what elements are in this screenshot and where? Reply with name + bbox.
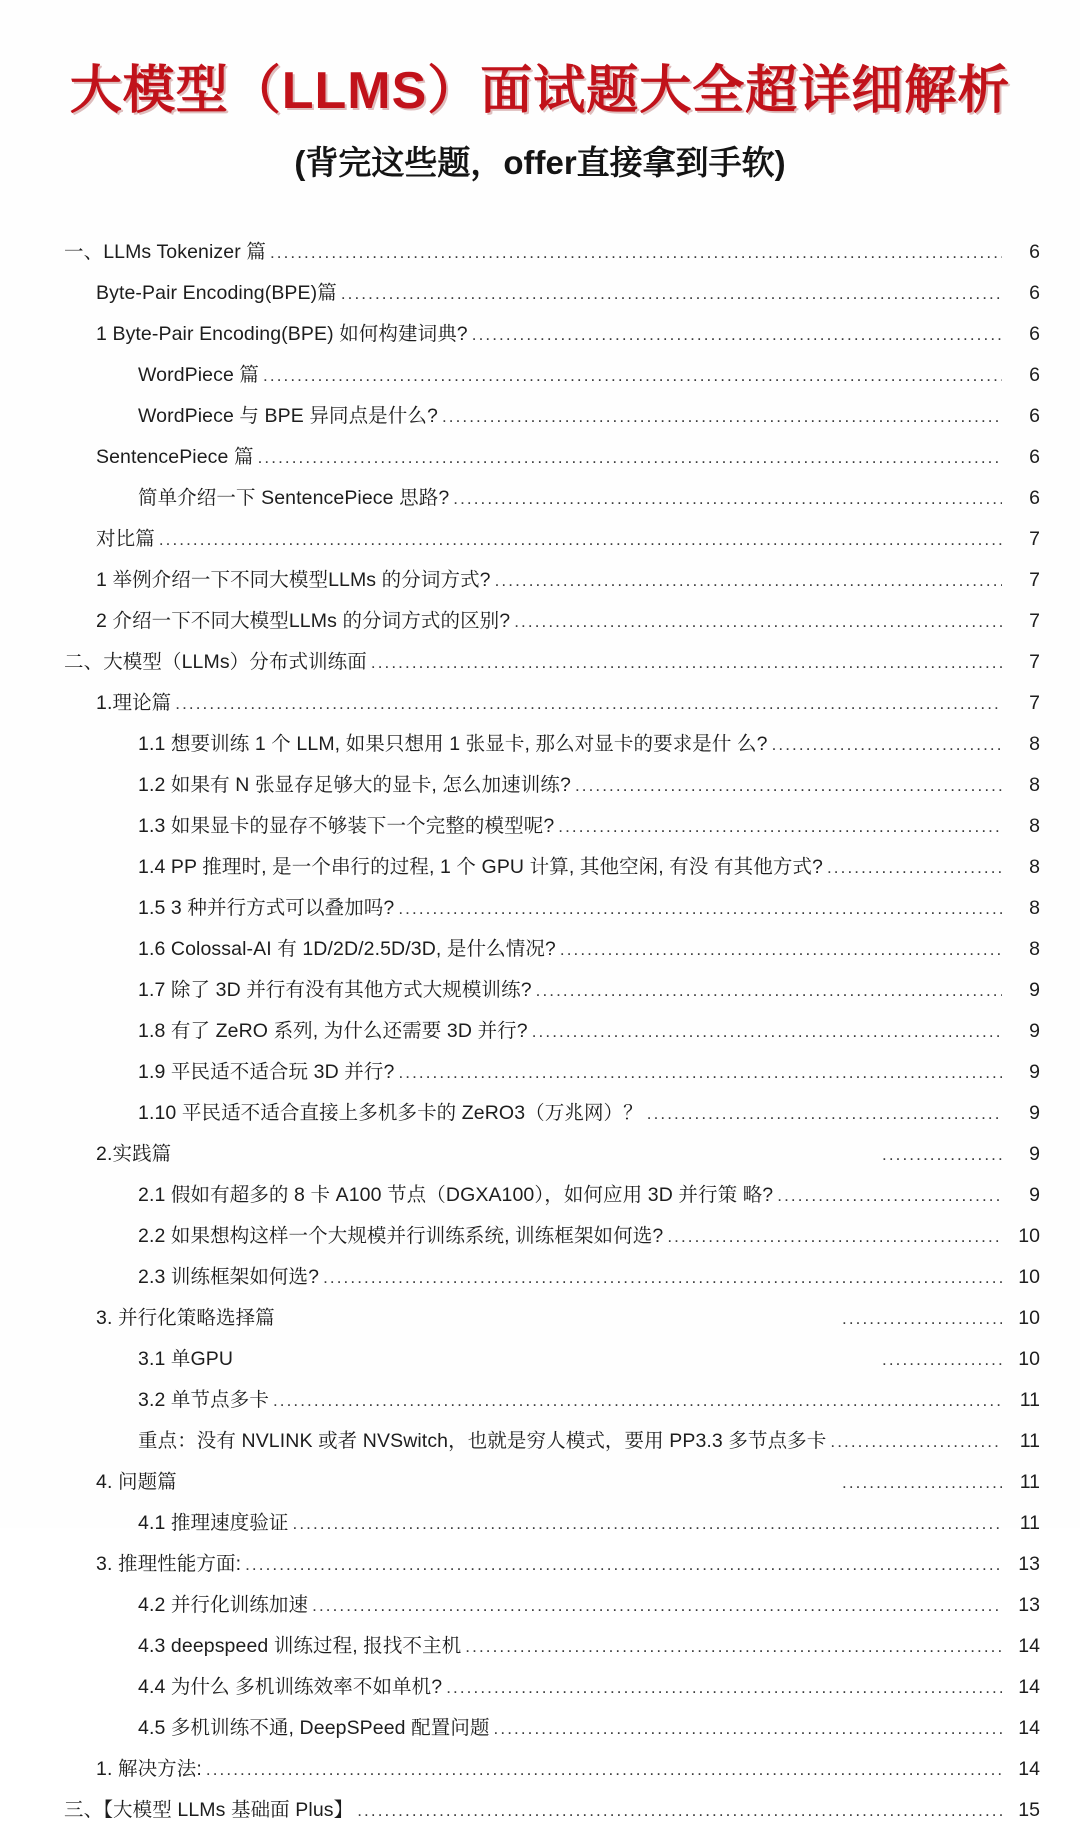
toc-dot-leader [446, 1679, 1002, 1696]
toc-entry-label: 1.2 如果有 N 张显存足够大的显卡, 怎么加速训练? [138, 774, 571, 796]
toc-dot-leader [777, 1187, 1002, 1204]
toc-page-number: 6 [1029, 282, 1040, 304]
toc-entry-label: SentencePiece 篇 [96, 446, 254, 468]
toc-entry-label: Byte-Pair Encoding(BPE)篇 [96, 282, 337, 304]
toc-entry-label: 1. 解决方法: [96, 1758, 202, 1780]
toc-page-number: 6 [1029, 487, 1040, 509]
toc-entry-label: 4.3 deepspeed 训练过程, 报找不主机 [138, 1635, 462, 1657]
toc-page-number: 7 [1029, 610, 1040, 632]
toc-page-number: 7 [1029, 651, 1040, 673]
toc-entry[interactable] [64, 591, 1040, 632]
toc-dot-leader [270, 244, 1002, 261]
toc-entry-label: 3. 推理性能方面: [96, 1553, 242, 1575]
toc-dot-leader [175, 695, 1002, 712]
toc-entry-label: 3.2 单节点多卡 [138, 1389, 269, 1411]
table-of-contents [0, 222, 1080, 1821]
toc-entry[interactable] [64, 1780, 1040, 1821]
toc-page-number: 8 [1029, 774, 1040, 796]
toc-page-number: 11 [1019, 1430, 1040, 1452]
toc-page-number: 6 [1029, 241, 1040, 263]
toc-entry-label: 1.7 除了 3D 并行有没有其他方式大规模训练? [138, 979, 532, 1001]
toc-page-number: 8 [1029, 733, 1040, 755]
toc-entry[interactable] [64, 1083, 1040, 1124]
toc-page-number: 6 [1029, 446, 1040, 468]
toc-page-number: 11 [1019, 1512, 1040, 1534]
toc-entry-label: 2.3 训练框架如何选? [138, 1266, 320, 1288]
toc-dot-leader [258, 449, 1002, 466]
toc-entry-label: 二、大模型（LLMs）分布式训练面 [64, 651, 367, 673]
toc-entry-label: 4.5 多机训练不通, DeepSPeed 配置问题 [138, 1717, 490, 1739]
toc-entry[interactable] [64, 1657, 1040, 1698]
toc-dot-leader [536, 982, 1002, 999]
toc-dot-leader [827, 859, 1002, 876]
toc-page-number: 9 [1029, 1184, 1040, 1206]
toc-entry-label: 4.2 并行化训练加速 [138, 1594, 309, 1616]
toc-entry[interactable] [64, 1411, 1040, 1452]
toc-entry[interactable] [64, 345, 1040, 386]
toc-entry[interactable] [64, 304, 1040, 345]
toc-page-number: 9 [1029, 979, 1040, 1001]
toc-page-number: 9 [1029, 1020, 1040, 1042]
toc-page-number: 6 [1029, 364, 1040, 386]
toc-entry-label: 1.6 Colossal-AI 有 1D/2D/2.5D/3D, 是什么情况? [138, 938, 556, 960]
toc-dot-leader [772, 736, 1002, 753]
toc-entry[interactable] [64, 222, 1040, 263]
toc-dot-leader [293, 1515, 1002, 1532]
toc-page-number: 13 [1018, 1553, 1040, 1575]
toc-entry-label: 1.4 PP 推理时, 是一个串行的过程, 1 个 GPU 计算, 其他空闲, 有没 有其他方式? [138, 856, 823, 878]
toc-dot-leader [323, 1269, 1002, 1286]
toc-entry-label: WordPiece 篇 [138, 364, 260, 386]
toc-entry[interactable] [64, 1247, 1040, 1288]
toc-entry[interactable] [64, 1739, 1040, 1780]
toc-entry[interactable] [64, 1616, 1040, 1657]
toc-entry[interactable] [64, 1206, 1040, 1247]
toc-dot-leader [830, 1433, 1002, 1450]
toc-entry[interactable] [64, 1165, 1040, 1206]
toc-entry[interactable] [64, 919, 1040, 960]
toc-dot-leader [882, 1146, 1002, 1163]
toc-entry[interactable] [64, 1452, 1040, 1493]
toc-dot-leader [398, 900, 1002, 917]
toc-dot-leader [398, 1064, 1002, 1081]
toc-entry[interactable] [64, 1329, 1040, 1370]
toc-entry[interactable] [64, 673, 1040, 714]
toc-entry[interactable] [64, 1575, 1040, 1616]
toc-entry-label: 2.1 假如有超多的 8 卡 A100 节点（DGXA100），如何应用 3D 并行策 略? [138, 1184, 774, 1206]
toc-page-number: 15 [1018, 1799, 1040, 1821]
toc-page-number: 9 [1029, 1143, 1040, 1165]
toc-entry[interactable] [64, 960, 1040, 1001]
toc-page-number: 14 [1018, 1758, 1040, 1780]
toc-dot-leader [647, 1105, 1002, 1122]
toc-entry[interactable] [64, 714, 1040, 755]
toc-entry-label: 3.1 单GPU [138, 1348, 234, 1370]
toc-dot-leader [842, 1474, 1002, 1491]
toc-page-number: 13 [1018, 1594, 1040, 1616]
toc-entry[interactable] [64, 1001, 1040, 1042]
toc-entry-label: 1.8 有了 ZeRO 系列, 为什么还需要 3D 并行? [138, 1020, 528, 1042]
toc-entry[interactable] [64, 427, 1040, 468]
toc-page-number: 9 [1029, 1102, 1040, 1124]
toc-page-number: 7 [1029, 569, 1040, 591]
toc-entry-label: 1.5 3 种并行方式可以叠加吗? [138, 897, 395, 919]
toc-page-number: 8 [1029, 897, 1040, 919]
toc-page-number: 9 [1029, 1061, 1040, 1083]
toc-entry[interactable] [64, 263, 1040, 304]
toc-dot-leader [882, 1351, 1002, 1368]
toc-dot-leader [453, 490, 1002, 507]
toc-entry-label: 1 举例介绍一下不同大模型LLMs 的分词方式? [96, 569, 491, 591]
toc-entry-label: 重点：没有 NVLINK 或者 NVSwitch，也就是穷人模式，要用 PP3.3 多节点多卡 [138, 1430, 827, 1452]
toc-entry-label: 3. 并行化策略选择篇 [96, 1307, 275, 1329]
toc-entry[interactable] [64, 386, 1040, 427]
toc-entry-label: 1.1 想要训练 1 个 LLM, 如果只想用 1 张显卡, 那么对显卡的要求是什 么? [138, 733, 768, 755]
toc-entry-label: 4.4 为什么 多机训练效率不如单机? [138, 1676, 443, 1698]
toc-page-number: 14 [1018, 1635, 1040, 1657]
toc-entry-label: 1 Byte-Pair Encoding(BPE) 如何构建词典? [96, 323, 468, 345]
toc-page-number: 7 [1029, 692, 1040, 714]
toc-entry[interactable] [64, 1534, 1040, 1575]
toc-page-number: 11 [1019, 1471, 1040, 1493]
toc-dot-leader [341, 285, 1002, 302]
toc-dot-leader [558, 818, 1002, 835]
toc-page-number: 14 [1018, 1717, 1040, 1739]
toc-page-number: 8 [1029, 815, 1040, 837]
page-subtitle: (背完这些题，offer直接拿到手软) [294, 143, 786, 181]
toc-dot-leader [494, 1720, 1002, 1737]
toc-entry-label: 4.1 推理速度验证 [138, 1512, 289, 1534]
toc-dot-leader [357, 1802, 1002, 1819]
toc-entry-label: 1.9 平民适不适合玩 3D 并行? [138, 1061, 395, 1083]
toc-dot-leader [263, 367, 1002, 384]
toc-page-number: 10 [1018, 1348, 1040, 1370]
toc-dot-leader [575, 777, 1002, 794]
toc-dot-leader [472, 326, 1002, 343]
toc-entry[interactable] [64, 1042, 1040, 1083]
toc-dot-leader [273, 1392, 1002, 1409]
toc-page-number: 8 [1029, 856, 1040, 878]
toc-entry[interactable] [64, 632, 1040, 673]
toc-entry-label: 1.10 平民适不适合直接上多机多卡的 ZeRO3（万兆网）？ [138, 1102, 643, 1124]
toc-entry-label: 2.2 如果想构这样一个大规模并行训练系统, 训练框架如何选? [138, 1225, 664, 1247]
toc-page-number: 7 [1029, 528, 1040, 550]
toc-page-number: 8 [1029, 938, 1040, 960]
toc-page-number: 10 [1018, 1266, 1040, 1288]
toc-page-number: 6 [1029, 405, 1040, 427]
toc-entry[interactable] [64, 796, 1040, 837]
toc-dot-leader [532, 1023, 1002, 1040]
toc-dot-leader [245, 1556, 1002, 1573]
toc-entry[interactable] [64, 837, 1040, 878]
toc-dot-leader [159, 531, 1002, 548]
toc-dot-leader [560, 941, 1002, 958]
toc-entry[interactable] [64, 1124, 1040, 1165]
toc-entry[interactable] [64, 509, 1040, 550]
toc-entry[interactable] [64, 468, 1040, 509]
toc-page-number: 6 [1029, 323, 1040, 345]
toc-entry-label: 简单介绍一下 SentencePiece 思路? [138, 487, 450, 509]
toc-entry-label: 4. 问题篇 [96, 1471, 177, 1493]
toc-dot-leader [465, 1638, 1002, 1655]
toc-entry-label: 1.理论篇 [96, 692, 172, 714]
toc-dot-leader [206, 1761, 1002, 1778]
toc-entry[interactable] [64, 1370, 1040, 1411]
toc-dot-leader [312, 1597, 1002, 1614]
toc-dot-leader [842, 1310, 1002, 1327]
toc-entry[interactable] [64, 878, 1040, 919]
toc-page-number: 10 [1018, 1307, 1040, 1329]
toc-entry-label: 2 介绍一下不同大模型LLMs 的分词方式的区别? [96, 610, 511, 632]
toc-entry[interactable] [64, 755, 1040, 796]
toc-entry[interactable] [64, 1698, 1040, 1739]
toc-page-number: 11 [1019, 1389, 1040, 1411]
toc-entry-label: 三、【大模型 LLMs 基础面 Plus】 [64, 1799, 354, 1821]
toc-entry-label: WordPiece 与 BPE 异同点是什么? [138, 405, 438, 427]
page-title: 大模型（LLMS）面试题大全超详细解析 [69, 62, 1011, 120]
toc-page-number: 14 [1018, 1676, 1040, 1698]
toc-entry-label: 1.3 如果显卡的显存不够装下一个完整的模型呢? [138, 815, 555, 837]
toc-page-number: 10 [1018, 1225, 1040, 1247]
toc-entry[interactable] [64, 550, 1040, 591]
title-block [0, 0, 1080, 182]
toc-entry-label: 2.实践篇 [96, 1143, 172, 1165]
toc-entry-label: 对比篇 [96, 528, 155, 550]
toc-dot-leader [514, 613, 1002, 630]
toc-dot-leader [667, 1228, 1002, 1245]
toc-dot-leader [495, 572, 1002, 589]
toc-entry-label: 一、LLMs Tokenizer 篇 [64, 241, 266, 263]
toc-dot-leader [371, 654, 1002, 671]
toc-dot-leader [442, 408, 1002, 425]
toc-entry[interactable] [64, 1288, 1040, 1329]
